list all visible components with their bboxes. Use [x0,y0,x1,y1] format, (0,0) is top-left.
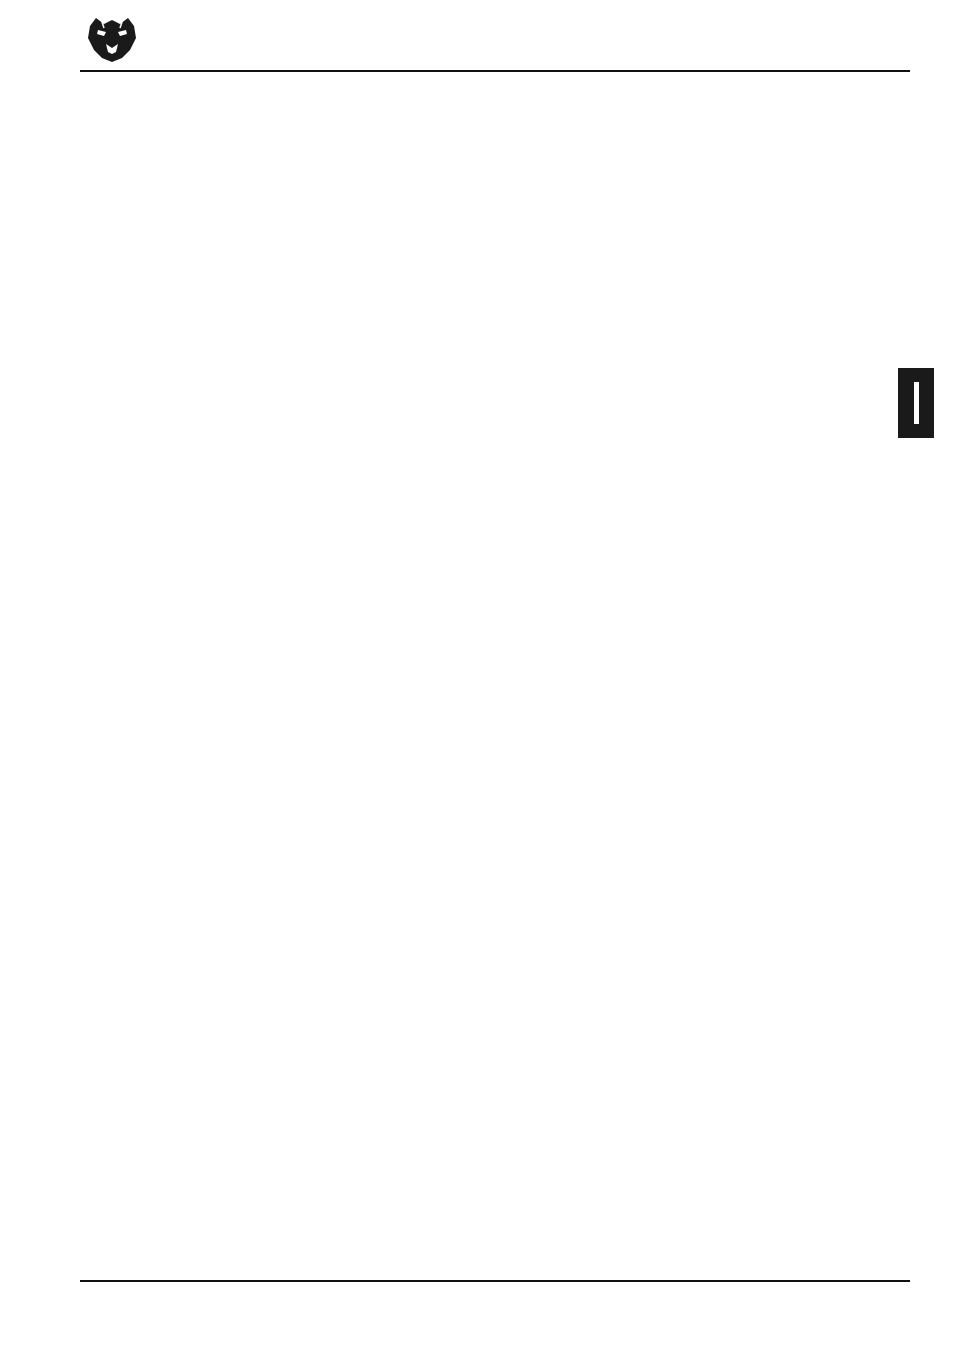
header-rule [80,70,910,72]
jaguar-head-logo-icon [82,14,142,64]
footer-rule [80,1280,910,1282]
section-tab-letter [914,382,919,424]
section-tab-marker [898,368,934,438]
